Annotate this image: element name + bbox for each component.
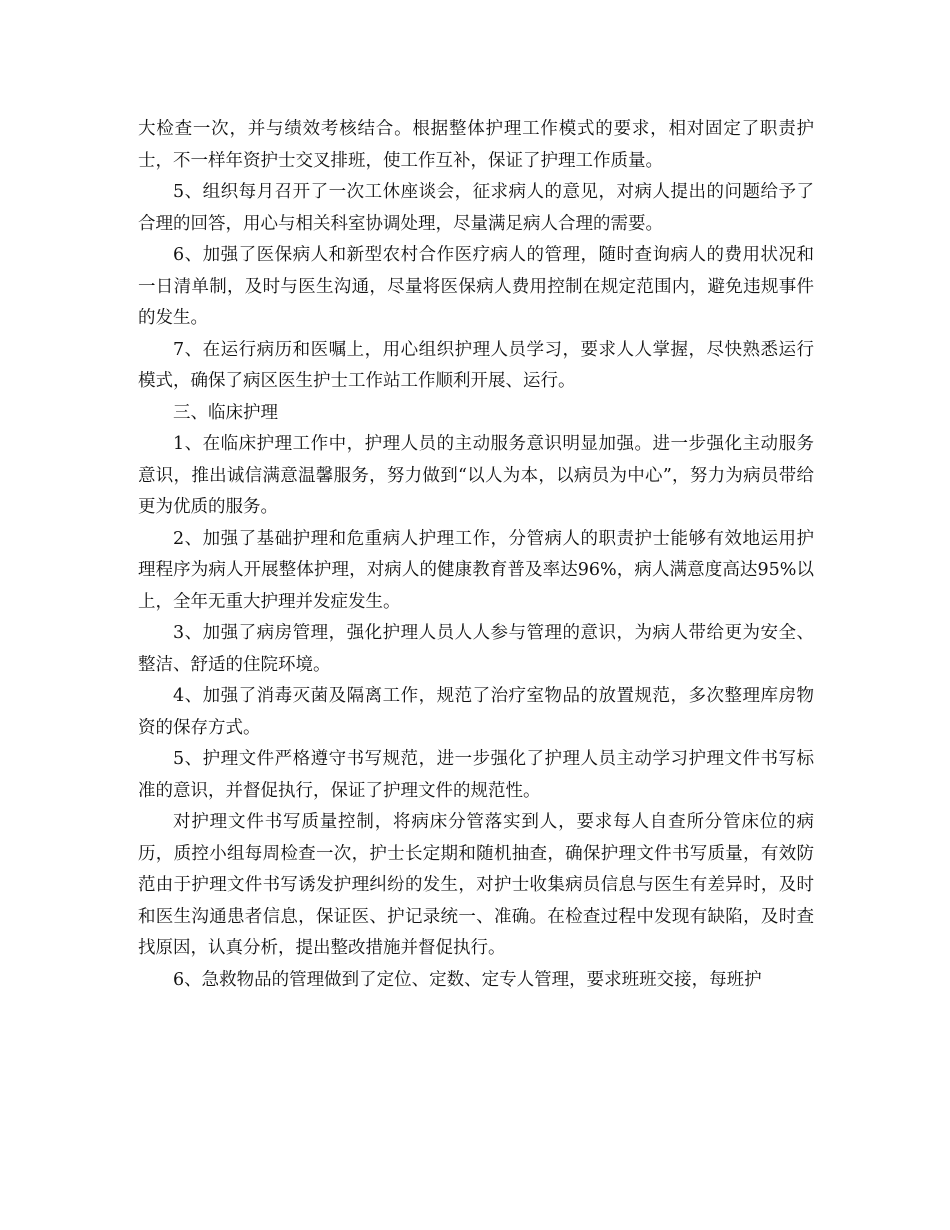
paragraph-quality-control: 对护理文件书写质量控制，将病床分管落实到人，要求每人自查所分管床位的病历，质控小组每周检查一次，护士长定期和随机抽查，确保护理文件书写质量，有效防范由于护理文件书写诱发护理纠纷的发生，对护士收集病员信息与医生有差异时，及时和医生沟通患者信息，保证医、护记录统一、准确。在检查过程中发现有缺陷，及时查找原因，认真分析，提出整改措施并督促执行。 <box>138 812 814 958</box>
paragraph-clinical-item-2: 2、加强了基础护理和危重病人护理工作，分管病人的职责护士能够有效地运用护理程序为病人开展整体护理，对病人的健康教育普及率达96%，病人满意度高达95%以上，全年无重大护理并发症发生。 <box>138 528 814 612</box>
paragraph-clinical-item-5: 5、护理文件严格遵守书写规范，进一步强化了护理人员主动学习护理文件书写标准的意识，并督促执行，保证了护理文件的规范性。 <box>138 749 814 801</box>
paragraph-clinical-item-4: 4、加强了消毒灭菌及隔离工作，规范了治疗室物品的放置规范，多次整理库房物资的保存方式。 <box>138 686 814 738</box>
paragraph-clinical-item-3: 3、加强了病房管理，强化护理人员人人参与管理的意识，为病人带给更为安全、整洁、舒适的住院环境。 <box>138 623 814 675</box>
document-page <box>138 114 814 996</box>
paragraph-item-6-insurance: 6、加强了医保病人和新型农村合作医疗病人的管理，随时查询病人的费用状况和一日清单制，及时与医生沟通，尽量将医保病人费用控制在规定范围内，避免违规事件的发生。 <box>138 245 814 328</box>
paragraph-continuation: 大检查一次，并与绩效考核结合。根据整体护理工作模式的要求，相对固定了职责护士，不一样年资护士交叉排班，使工作互补，保证了护理工作质量。 <box>138 119 814 171</box>
paragraph-clinical-item-6: 6、急救物品的管理做到了定位、定数、定专人管理，要求班班交接，每班护 <box>173 969 762 990</box>
paragraph-clinical-item-1: 1、在临床护理工作中，护理人员的主动服务意识明显加强。进一步强化主动服务意识，推出诚信满意温馨服务，努力做到“以人为本，以病员为中心”，努力为病员带给更为优质的服务。 <box>138 434 814 517</box>
section-heading-clinical-nursing: 三、临床护理 <box>173 402 278 423</box>
paragraph-item-5-seminar: 5、组织每月召开了一次工休座谈会，征求病人的意见，对病人提出的问题给予了合理的回答，用心与相关科室协调处理，尽量满足病人合理的需要。 <box>138 182 814 234</box>
paragraph-item-7-records: 7、在运行病历和医嘱上，用心组织护理人员学习，要求人人掌握，尽快熟悉运行模式，确保了病区医生护士工作站工作顺利开展、运行。 <box>138 339 814 391</box>
